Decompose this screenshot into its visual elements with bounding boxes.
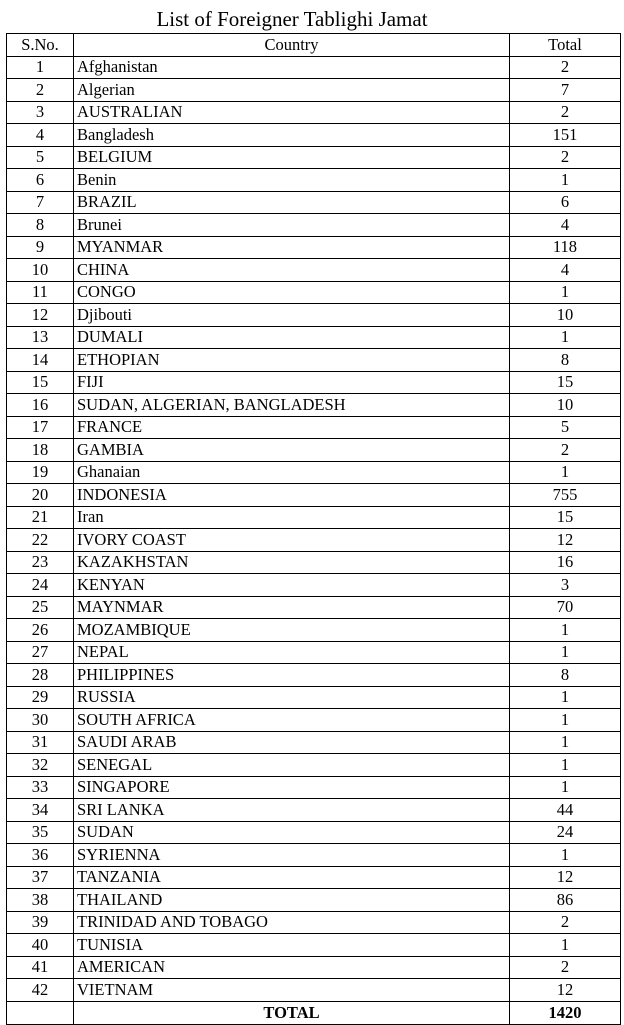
table-row — [7, 506, 621, 529]
table-row — [7, 394, 621, 417]
row-total: 5 — [510, 416, 621, 439]
table-row — [7, 956, 621, 979]
row-total: 15 — [510, 506, 621, 529]
row-total: 2 — [510, 439, 621, 462]
row-sno: 14 — [7, 349, 74, 372]
table-row — [7, 821, 621, 844]
row-total: 1 — [510, 169, 621, 192]
table-row — [7, 281, 621, 304]
table-row — [7, 866, 621, 889]
table-row — [7, 754, 621, 777]
row-country: SUDAN, ALGERIAN, BANGLADESH — [74, 394, 510, 417]
row-sno: 2 — [7, 79, 74, 102]
table-row — [7, 169, 621, 192]
row-sno: 32 — [7, 754, 74, 777]
row-total: 2 — [510, 101, 621, 124]
row-total: 12 — [510, 529, 621, 552]
total-label: TOTAL — [74, 1001, 510, 1024]
table-row — [7, 259, 621, 282]
row-sno: 8 — [7, 214, 74, 237]
row-sno: 18 — [7, 439, 74, 462]
table-body — [7, 56, 621, 1001]
row-sno: 30 — [7, 709, 74, 732]
row-country: VIETNAM — [74, 979, 510, 1002]
row-country: BRAZIL — [74, 191, 510, 214]
table-row — [7, 439, 621, 462]
row-sno: 41 — [7, 956, 74, 979]
table-row — [7, 979, 621, 1002]
row-total: 1 — [510, 844, 621, 867]
table-row — [7, 214, 621, 237]
row-sno: 12 — [7, 304, 74, 327]
table-row — [7, 799, 621, 822]
row-country: SINGAPORE — [74, 776, 510, 799]
row-total: 1 — [510, 709, 621, 732]
row-total: 1 — [510, 619, 621, 642]
row-total: 2 — [510, 56, 621, 79]
row-country: Brunei — [74, 214, 510, 237]
row-sno: 13 — [7, 326, 74, 349]
row-sno: 33 — [7, 776, 74, 799]
row-country: RUSSIA — [74, 686, 510, 709]
row-total: 1 — [510, 326, 621, 349]
row-total: 70 — [510, 596, 621, 619]
row-country: MAYNMAR — [74, 596, 510, 619]
row-country: AMERICAN — [74, 956, 510, 979]
header-country: Country — [74, 34, 510, 57]
table-row — [7, 619, 621, 642]
table-row — [7, 146, 621, 169]
row-total: 2 — [510, 956, 621, 979]
row-country: SAUDI ARAB — [74, 731, 510, 754]
row-country: Algerian — [74, 79, 510, 102]
row-country: THAILAND — [74, 889, 510, 912]
row-sno: 7 — [7, 191, 74, 214]
row-total: 1 — [510, 731, 621, 754]
row-country: TRINIDAD AND TOBAGO — [74, 911, 510, 934]
row-sno: 23 — [7, 551, 74, 574]
row-sno: 28 — [7, 664, 74, 687]
row-total: 755 — [510, 484, 621, 507]
table-row — [7, 236, 621, 259]
table-row — [7, 56, 621, 79]
row-country: Benin — [74, 169, 510, 192]
row-sno: 15 — [7, 371, 74, 394]
row-sno: 35 — [7, 821, 74, 844]
row-country: SYRIENNA — [74, 844, 510, 867]
row-total: 7 — [510, 79, 621, 102]
row-total: 4 — [510, 214, 621, 237]
table-row — [7, 529, 621, 552]
table-row — [7, 686, 621, 709]
row-total: 8 — [510, 664, 621, 687]
row-sno: 19 — [7, 461, 74, 484]
table-row — [7, 574, 621, 597]
table-row — [7, 461, 621, 484]
table-row — [7, 844, 621, 867]
row-country: TUNISIA — [74, 934, 510, 957]
row-country: MYANMAR — [74, 236, 510, 259]
table-row — [7, 709, 621, 732]
row-sno: 31 — [7, 731, 74, 754]
row-sno: 5 — [7, 146, 74, 169]
row-total: 16 — [510, 551, 621, 574]
row-sno: 29 — [7, 686, 74, 709]
total-row-spacer — [7, 1001, 74, 1024]
row-total: 1 — [510, 776, 621, 799]
row-country: ETHOPIAN — [74, 349, 510, 372]
row-total: 12 — [510, 866, 621, 889]
row-sno: 38 — [7, 889, 74, 912]
row-sno: 25 — [7, 596, 74, 619]
row-total: 12 — [510, 979, 621, 1002]
row-country: SRI LANKA — [74, 799, 510, 822]
row-country: AUSTRALIAN — [74, 101, 510, 124]
row-country: INDONESIA — [74, 484, 510, 507]
row-sno: 20 — [7, 484, 74, 507]
table-row — [7, 349, 621, 372]
row-country: NEPAL — [74, 641, 510, 664]
row-country: SUDAN — [74, 821, 510, 844]
table-row — [7, 371, 621, 394]
row-country: DUMALI — [74, 326, 510, 349]
row-sno: 42 — [7, 979, 74, 1002]
table-row — [7, 911, 621, 934]
row-sno: 3 — [7, 101, 74, 124]
row-total: 4 — [510, 259, 621, 282]
header-total: Total — [510, 34, 621, 57]
row-total: 2 — [510, 146, 621, 169]
page-title: List of Foreigner Tablighi Jamat — [156, 7, 428, 31]
row-sno: 36 — [7, 844, 74, 867]
row-sno: 21 — [7, 506, 74, 529]
row-total: 86 — [510, 889, 621, 912]
table-row — [7, 664, 621, 687]
row-country: GAMBIA — [74, 439, 510, 462]
row-country: FRANCE — [74, 416, 510, 439]
table-row — [7, 304, 621, 327]
total-row — [7, 1001, 621, 1024]
row-country: TANZANIA — [74, 866, 510, 889]
table-row — [7, 191, 621, 214]
row-total: 1 — [510, 754, 621, 777]
table-row — [7, 731, 621, 754]
row-total: 1 — [510, 281, 621, 304]
row-country: Ghanaian — [74, 461, 510, 484]
row-total: 1 — [510, 686, 621, 709]
header-row — [7, 34, 621, 57]
table-row — [7, 101, 621, 124]
row-sno: 16 — [7, 394, 74, 417]
row-sno: 11 — [7, 281, 74, 304]
row-sno: 10 — [7, 259, 74, 282]
row-country: PHILIPPINES — [74, 664, 510, 687]
row-country: Iran — [74, 506, 510, 529]
row-sno: 34 — [7, 799, 74, 822]
row-country: MOZAMBIQUE — [74, 619, 510, 642]
table-row — [7, 79, 621, 102]
row-country: IVORY COAST — [74, 529, 510, 552]
row-total: 1 — [510, 461, 621, 484]
foreigner-table — [6, 33, 621, 1025]
table-row — [7, 124, 621, 147]
row-total: 15 — [510, 371, 621, 394]
row-total: 118 — [510, 236, 621, 259]
row-sno: 24 — [7, 574, 74, 597]
table-row — [7, 416, 621, 439]
row-total: 151 — [510, 124, 621, 147]
row-sno: 26 — [7, 619, 74, 642]
table-row — [7, 934, 621, 957]
row-country: SOUTH AFRICA — [74, 709, 510, 732]
row-sno: 6 — [7, 169, 74, 192]
row-country: FIJI — [74, 371, 510, 394]
table-row — [7, 776, 621, 799]
row-total: 24 — [510, 821, 621, 844]
table-row — [7, 641, 621, 664]
row-total: 10 — [510, 394, 621, 417]
row-sno: 17 — [7, 416, 74, 439]
row-total: 3 — [510, 574, 621, 597]
row-total: 2 — [510, 911, 621, 934]
row-total: 1 — [510, 641, 621, 664]
table-row — [7, 326, 621, 349]
header-sno: S.No. — [7, 34, 74, 57]
row-country: SENEGAL — [74, 754, 510, 777]
row-country: CONGO — [74, 281, 510, 304]
table-row — [7, 596, 621, 619]
row-sno: 37 — [7, 866, 74, 889]
row-country: BELGIUM — [74, 146, 510, 169]
row-sno: 39 — [7, 911, 74, 934]
row-country: Bangladesh — [74, 124, 510, 147]
row-country: Afghanistan — [74, 56, 510, 79]
table-row — [7, 889, 621, 912]
row-country: Djibouti — [74, 304, 510, 327]
row-total: 10 — [510, 304, 621, 327]
table-row — [7, 551, 621, 574]
row-country: KAZAKHSTAN — [74, 551, 510, 574]
row-sno: 40 — [7, 934, 74, 957]
row-country: CHINA — [74, 259, 510, 282]
table-row — [7, 484, 621, 507]
total-value: 1420 — [510, 1001, 621, 1024]
row-total: 8 — [510, 349, 621, 372]
row-sno: 1 — [7, 56, 74, 79]
row-sno: 9 — [7, 236, 74, 259]
row-total: 1 — [510, 934, 621, 957]
row-total: 44 — [510, 799, 621, 822]
row-sno: 4 — [7, 124, 74, 147]
row-country: KENYAN — [74, 574, 510, 597]
row-total: 6 — [510, 191, 621, 214]
row-sno: 27 — [7, 641, 74, 664]
row-sno: 22 — [7, 529, 74, 552]
